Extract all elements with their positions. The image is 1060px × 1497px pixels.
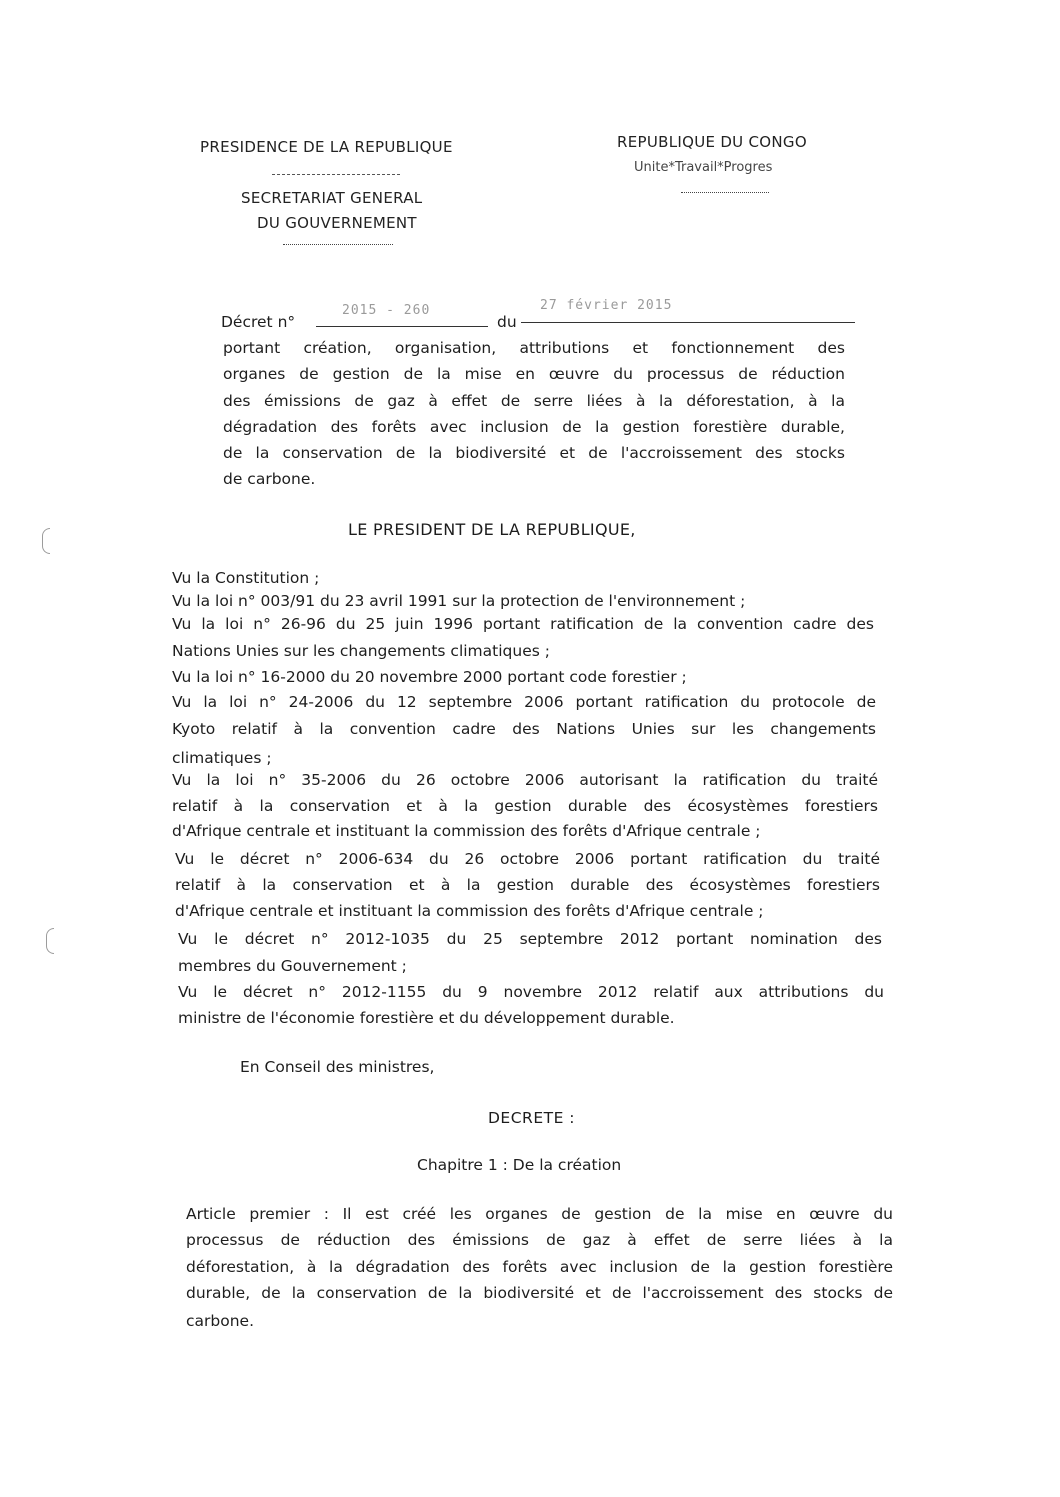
consideration-line: relatif à la conservation et à la gestion durable des écosystèmes forestiers [172, 797, 878, 815]
presidence-header: PRESIDENCE DE LA REPUBLIQUE [200, 138, 453, 156]
header-right-separator [681, 192, 769, 193]
decree-title-line: de la conservation de la biodiversité et de l'accroissement des stocks [223, 444, 845, 462]
decree-date-stamp: 27 février 2015 [540, 298, 673, 313]
consideration-line: Vu la loi n° 26-96 du 25 juin 1996 portant ratification de la convention cadre des [172, 615, 874, 633]
consideration-line: Nations Unies sur les changements climatiques ; [172, 642, 550, 660]
council-line: En Conseil des ministres, [240, 1058, 435, 1076]
header-left-separator-1 [272, 174, 400, 175]
article-line: carbone. [186, 1312, 255, 1330]
punch-hole-mark [42, 528, 50, 554]
header-left-separator-2 [283, 244, 393, 245]
decree-du: du [497, 313, 517, 331]
secretariat-header: SECRETARIAT GENERAL [241, 189, 423, 207]
decree-title-line: organes de gestion de la mise en œuvre du processus de réduction [223, 365, 845, 383]
consideration-line: Vu la loi n° 16-2000 du 20 novembre 2000 portant code forestier ; [172, 668, 687, 686]
consideration-line: d'Afrique centrale et instituant la commission des forêts d'Afrique centrale ; [175, 902, 764, 920]
consideration-line: d'Afrique centrale et instituant la commission des forêts d'Afrique centrale ; [172, 822, 761, 840]
decree-title-line: des émissions de gaz à effet de serre liées à la déforestation, à la [223, 392, 845, 410]
consideration-line: membres du Gouvernement ; [178, 957, 407, 975]
consideration-line: Vu la Constitution ; [172, 569, 320, 587]
decree-number-line [316, 326, 488, 327]
decree-date-line [521, 322, 855, 323]
country-header: REPUBLIQUE DU CONGO [617, 133, 807, 151]
consideration-line: Vu la loi n° 003/91 du 23 avril 1991 sur la protection de l'environnement ; [172, 592, 746, 610]
consideration-line: relatif à la conservation et à la gestion durable des écosystèmes forestiers [175, 876, 880, 894]
consideration-line: climatiques ; [172, 749, 272, 767]
president-heading: LE PRESIDENT DE LA REPUBLIQUE, [348, 520, 636, 539]
article-line: Article premier : Il est créé les organes de gestion de la mise en œuvre du [186, 1205, 893, 1223]
decrete-heading: DECRETE : [488, 1109, 576, 1127]
national-motto: Unite*Travail*Progres [634, 160, 773, 175]
decree-title-line: dégradation des forêts avec inclusion de la gestion forestière durable, [223, 418, 845, 436]
consideration-line: Vu le décret n° 2012-1155 du 9 novembre 2012 relatif aux attributions du [178, 983, 884, 1001]
consideration-line: Vu la loi n° 35-2006 du 26 octobre 2006 autorisant la ratification du traité [172, 771, 878, 789]
decree-prefix: Décret n° [221, 313, 296, 331]
article-line: processus de réduction des émissions de gaz à effet de serre liées à la [186, 1231, 893, 1249]
article-line: durable, de la conservation de la biodiversité et de l'accroissement des stocks de [186, 1284, 893, 1302]
consideration-line: Vu le décret n° 2006-634 du 26 octobre 2006 portant ratification du traité [175, 850, 880, 868]
gouvernement-header: DU GOUVERNEMENT [257, 214, 417, 232]
consideration-line: ministre de l'économie forestière et du développement durable. [178, 1009, 675, 1027]
consideration-line: Kyoto relatif à la convention cadre des Nations Unies sur les changements [172, 720, 876, 738]
consideration-line: Vu la loi n° 24-2006 du 12 septembre 2006 portant ratification du protocole de [172, 693, 876, 711]
consideration-line: Vu le décret n° 2012-1035 du 25 septembre 2012 portant nomination des [178, 930, 882, 948]
article-line: déforestation, à la dégradation des forêts avec inclusion de la gestion forestière [186, 1258, 893, 1276]
punch-hole-mark [46, 928, 54, 954]
decree-number-stamp: 2015 - 260 [342, 303, 431, 318]
chapter-heading: Chapitre 1 : De la création [417, 1156, 622, 1174]
decree-title-line: de carbone. [223, 470, 316, 488]
decree-title-line: portant création, organisation, attributions et fonctionnement des [223, 339, 845, 357]
